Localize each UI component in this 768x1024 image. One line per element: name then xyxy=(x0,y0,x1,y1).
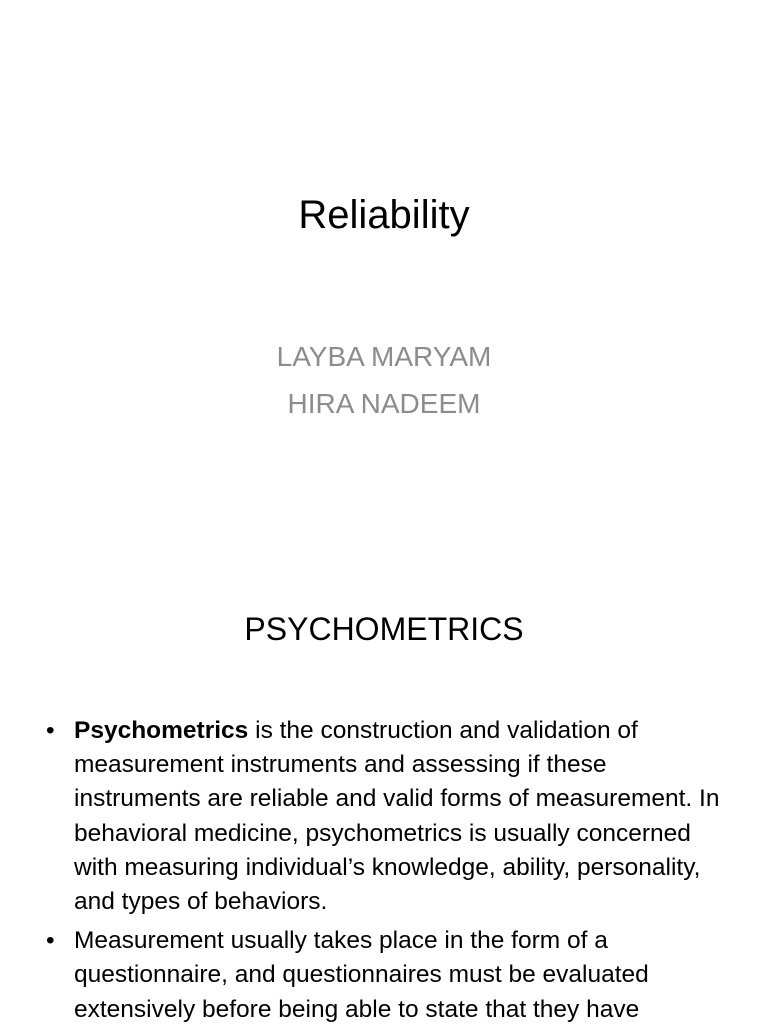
content-slide xyxy=(0,576,768,1024)
slide-title: Reliability xyxy=(298,193,470,237)
bullet-item xyxy=(46,924,736,1024)
bullet-icon: • xyxy=(46,717,55,744)
bullet-list xyxy=(46,714,736,1024)
author-name: LAYBA MARYAM xyxy=(276,341,492,372)
bullet-bold-term: Psychometrics xyxy=(74,717,249,744)
author-name: HIRA NADEEM xyxy=(287,388,481,419)
bullet-item xyxy=(46,714,736,919)
author-list xyxy=(0,333,768,427)
bullet-icon: • xyxy=(46,927,55,955)
bullet-text: is the construction and validation of measurement instruments and assessing if these instruments are reliable and valid forms of measurement. In behavioral medicine, psychometrics is usually concerned with measuring individual’s knowledge, ability, personality, and types of behaviors. xyxy=(74,717,720,916)
slide-title: PSYCHOMETRICS xyxy=(244,611,524,647)
bullet-text: Measurement usually takes place in the form of a questionnaire, and questionnaires must be evaluated extensively before being able to state that they have xyxy=(74,927,649,1023)
